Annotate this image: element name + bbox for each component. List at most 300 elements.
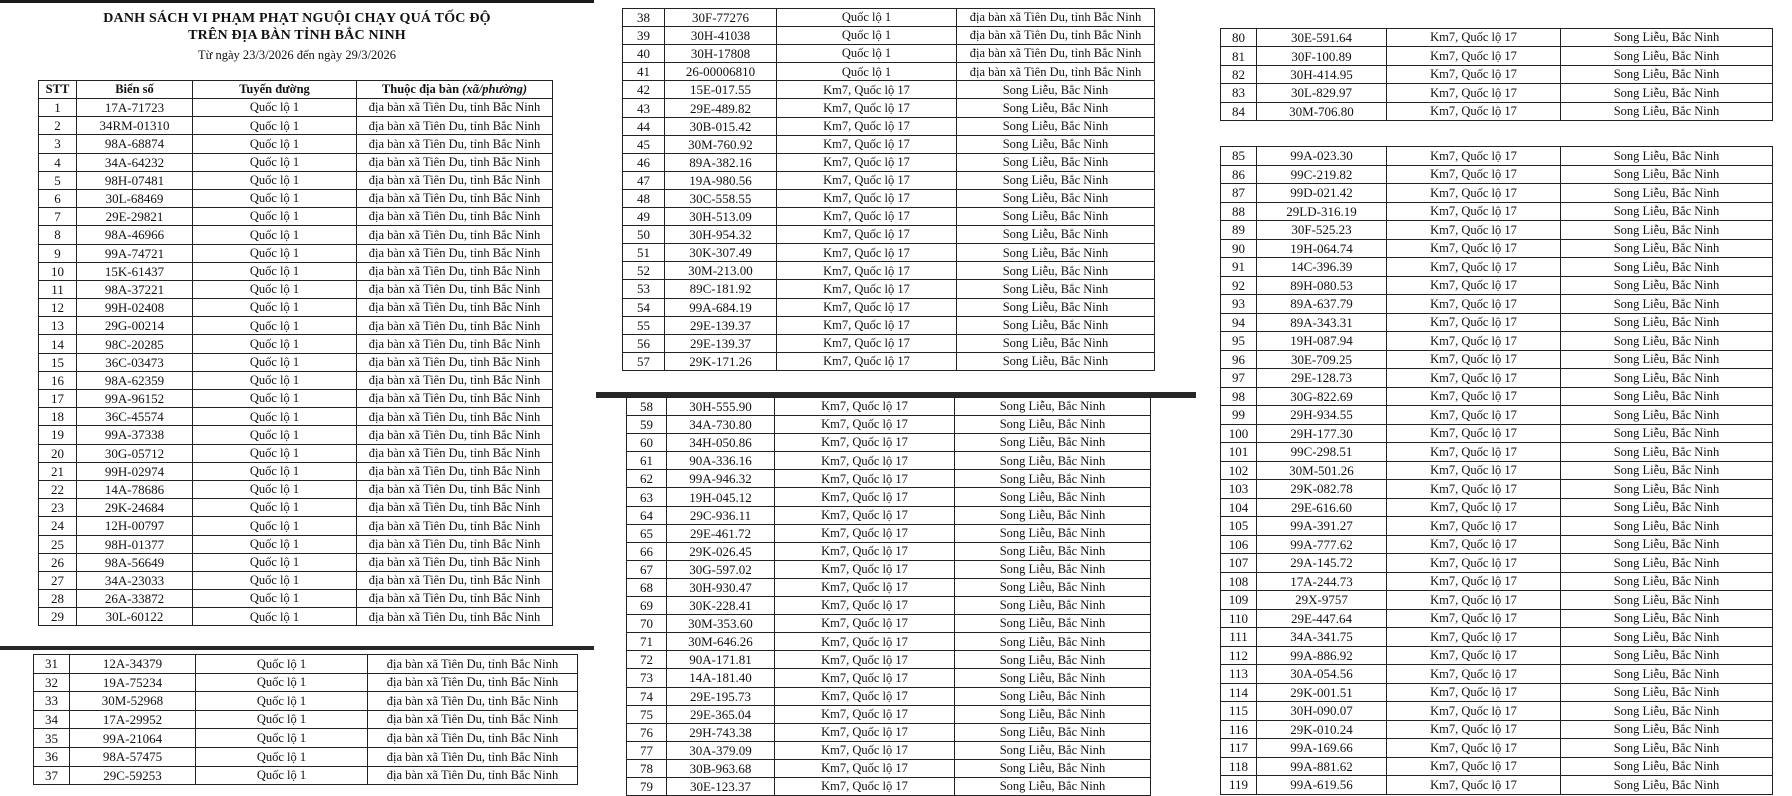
cell-plate: 99A-886.92: [1257, 646, 1387, 665]
cell-stt: 12: [39, 299, 77, 317]
cell-plate: 99C-219.82: [1257, 165, 1387, 184]
cell-route: Km7, Quốc lộ 17: [775, 777, 955, 795]
cell-plate: 89A-637.79: [1257, 295, 1387, 314]
cell-route: Quốc lộ 1: [193, 135, 357, 153]
cell-route: Km7, Quốc lộ 17: [1387, 628, 1561, 647]
cell-area: địa bàn xã Tiên Du, tỉnh Bắc Ninh: [357, 553, 553, 571]
table-row: [1221, 65, 1773, 83]
cell-area: địa bàn xã Tiên Du, tỉnh Bắc Ninh: [368, 655, 578, 674]
cell-route: Km7, Quốc lộ 17: [1387, 165, 1561, 184]
cell-area: Song Liễu, Bắc Ninh: [957, 171, 1155, 189]
cell-stt: 13: [39, 317, 77, 335]
cell-plate: 34A-23033: [77, 571, 193, 589]
violation-table-part-6: [1220, 146, 1773, 795]
cell-area: Song Liễu, Bắc Ninh: [957, 153, 1155, 171]
table-row: [627, 452, 1151, 470]
cell-plate: 29E-128.73: [1257, 369, 1387, 388]
table-row: [34, 655, 578, 674]
table-row: [623, 352, 1155, 370]
cell-plate: 99A-96152: [77, 390, 193, 408]
table-row: [623, 226, 1155, 244]
cell-plate: 99H-02974: [77, 462, 193, 480]
cell-area: địa bàn xã Tiên Du, tỉnh Bắc Ninh: [357, 353, 553, 371]
table-row: [627, 777, 1151, 795]
cell-stt: 38: [623, 9, 665, 27]
table-row: [39, 317, 553, 335]
table-row: [39, 117, 553, 135]
cell-area: Song Liễu, Bắc Ninh: [1561, 480, 1773, 499]
cell-stt: 95: [1221, 332, 1257, 351]
cell-plate: 99A-391.27: [1257, 517, 1387, 536]
cell-area: địa bàn xã Tiên Du, tỉnh Bắc Ninh: [357, 390, 553, 408]
table-row: [623, 334, 1155, 352]
cell-area: địa bàn xã Tiên Du, tỉnh Bắc Ninh: [357, 535, 553, 553]
table-row: [1221, 591, 1773, 610]
cell-area: Song Liễu, Bắc Ninh: [1561, 720, 1773, 739]
cell-route: Quốc lộ 1: [193, 590, 357, 608]
cell-route: Km7, Quốc lộ 17: [775, 615, 955, 633]
table-row: [1221, 443, 1773, 462]
table-row: [627, 398, 1151, 416]
cell-area: Song Liễu, Bắc Ninh: [1561, 424, 1773, 443]
cell-route: Km7, Quốc lộ 17: [777, 153, 957, 171]
cell-stt: 88: [1221, 202, 1257, 221]
header-area: [357, 81, 553, 99]
table-row: [623, 171, 1155, 189]
cell-stt: 28: [39, 590, 77, 608]
date-range: Từ ngày 23/3/2026 đến ngày 29/3/2026: [197, 48, 397, 62]
table-row: [39, 408, 553, 426]
table-row: [1221, 665, 1773, 684]
cell-area: Song Liễu, Bắc Ninh: [1561, 609, 1773, 628]
cell-area: Song Liễu, Bắc Ninh: [1561, 276, 1773, 295]
cell-route: Km7, Quốc lộ 17: [1387, 683, 1561, 702]
cell-area: địa bàn xã Tiên Du, tỉnh Bắc Ninh: [957, 9, 1155, 27]
cell-stt: 80: [1221, 29, 1257, 47]
cell-area: địa bàn xã Tiên Du, tỉnh Bắc Ninh: [957, 63, 1155, 81]
cell-route: Km7, Quốc lộ 17: [775, 578, 955, 596]
cell-route: Km7, Quốc lộ 17: [1387, 350, 1561, 369]
cell-area: Song Liễu, Bắc Ninh: [955, 578, 1151, 596]
table-row: [1221, 646, 1773, 665]
cell-plate: 29H-934.55: [1257, 406, 1387, 425]
table-row: [623, 45, 1155, 63]
cell-plate: 12H-00797: [77, 517, 193, 535]
cell-stt: 45: [623, 135, 665, 153]
cell-plate: 30L-60122: [77, 608, 193, 626]
cell-plate: 99D-021.42: [1257, 184, 1387, 203]
cell-plate: 89A-343.31: [1257, 313, 1387, 332]
cell-plate: 30M-706.80: [1257, 102, 1387, 120]
cell-area: địa bàn xã Tiên Du, tỉnh Bắc Ninh: [357, 171, 553, 189]
table-row: [1221, 147, 1773, 166]
cell-route: Quốc lộ 1: [193, 553, 357, 571]
table-row: [623, 135, 1155, 153]
cell-stt: 56: [623, 334, 665, 352]
cell-area: Song Liễu, Bắc Ninh: [955, 705, 1151, 723]
cell-route: Quốc lộ 1: [193, 335, 357, 353]
cell-stt: 4: [39, 153, 77, 171]
cell-plate: 30H-954.32: [665, 226, 777, 244]
cell-stt: 75: [627, 705, 667, 723]
cell-route: Km7, Quốc lộ 17: [1387, 202, 1561, 221]
table-row: [627, 651, 1151, 669]
cell-route: Quốc lộ 1: [777, 63, 957, 81]
cell-stt: 111: [1221, 628, 1257, 647]
cell-stt: 47: [623, 171, 665, 189]
cell-stt: 70: [627, 615, 667, 633]
cell-stt: 100: [1221, 424, 1257, 443]
cell-plate: 34A-64232: [77, 153, 193, 171]
cell-area: địa bàn xã Tiên Du, tỉnh Bắc Ninh: [357, 299, 553, 317]
cell-area: Song Liễu, Bắc Ninh: [955, 434, 1151, 452]
cell-plate: 29E-461.72: [667, 524, 775, 542]
cell-route: Km7, Quốc lộ 17: [1387, 757, 1561, 776]
cell-stt: 6: [39, 189, 77, 207]
cell-route: Quốc lộ 1: [193, 226, 357, 244]
cell-stt: 14: [39, 335, 77, 353]
cell-stt: 18: [39, 408, 77, 426]
cell-stt: 65: [627, 524, 667, 542]
cell-area: Song Liễu, Bắc Ninh: [955, 759, 1151, 777]
cell-plate: 19H-087.94: [1257, 332, 1387, 351]
cell-plate: 19H-045.12: [667, 488, 775, 506]
violation-table-part-1: [38, 80, 553, 626]
cell-stt: 62: [627, 470, 667, 488]
cell-area: Song Liễu, Bắc Ninh: [955, 398, 1151, 416]
cell-route: Km7, Quốc lộ 17: [1387, 239, 1561, 258]
cell-route: Km7, Quốc lộ 17: [1387, 65, 1561, 83]
cell-area: Song Liễu, Bắc Ninh: [955, 488, 1151, 506]
table-row: [1221, 572, 1773, 591]
cell-plate: 99A-21064: [70, 729, 196, 748]
cell-area: Song Liễu, Bắc Ninh: [1561, 443, 1773, 462]
table-row: [623, 27, 1155, 45]
table-row: [39, 299, 553, 317]
cell-stt: 101: [1221, 443, 1257, 462]
cell-plate: 30E-123.37: [667, 777, 775, 795]
cell-area: địa bàn xã Tiên Du, tỉnh Bắc Ninh: [357, 590, 553, 608]
cell-area: Song Liễu, Bắc Ninh: [955, 723, 1151, 741]
table-row: [1221, 295, 1773, 314]
cell-plate: 29K-171.26: [665, 352, 777, 370]
cell-area: Song Liễu, Bắc Ninh: [1561, 29, 1773, 47]
cell-route: Km7, Quốc lộ 17: [1387, 184, 1561, 203]
table-row: [1221, 609, 1773, 628]
cell-route: Km7, Quốc lộ 17: [777, 334, 957, 352]
cell-plate: 30G-822.69: [1257, 387, 1387, 406]
cell-route: Km7, Quốc lộ 17: [775, 524, 955, 542]
cell-plate: 98A-62359: [77, 371, 193, 389]
cell-plate: 90A-171.81: [667, 651, 775, 669]
table-row: [1221, 47, 1773, 65]
cell-plate: 98A-57475: [70, 747, 196, 766]
cell-plate: 30K-307.49: [665, 244, 777, 262]
table-row: [623, 316, 1155, 334]
table-row: [39, 535, 553, 553]
cell-route: Quốc lộ 1: [193, 462, 357, 480]
cell-area: Song Liễu, Bắc Ninh: [1561, 295, 1773, 314]
cell-route: Quốc lộ 1: [196, 747, 368, 766]
cell-plate: 29E-195.73: [667, 687, 775, 705]
cell-route: Km7, Quốc lộ 17: [1387, 369, 1561, 388]
cell-plate: 30K-228.41: [667, 597, 775, 615]
cell-route: Quốc lộ 1: [193, 299, 357, 317]
cell-stt: 9: [39, 244, 77, 262]
cell-plate: 14A-78686: [77, 480, 193, 498]
cell-area: địa bàn xã Tiên Du, tỉnh Bắc Ninh: [368, 747, 578, 766]
violation-table-part-4: [626, 397, 1151, 796]
cell-plate: 30H-930.47: [667, 578, 775, 596]
table-row: [34, 673, 578, 692]
cell-area: Song Liễu, Bắc Ninh: [1561, 591, 1773, 610]
cell-route: Km7, Quốc lộ 17: [1387, 591, 1561, 610]
cell-route: Km7, Quốc lộ 17: [775, 669, 955, 687]
cell-stt: 102: [1221, 461, 1257, 480]
cell-area: Song Liễu, Bắc Ninh: [1561, 258, 1773, 277]
cell-area: địa bàn xã Tiên Du, tỉnh Bắc Ninh: [357, 499, 553, 517]
violation-table-part-3: [622, 8, 1155, 371]
cell-route: Km7, Quốc lộ 17: [1387, 572, 1561, 591]
cell-route: Km7, Quốc lộ 17: [775, 597, 955, 615]
cell-plate: 99A-169.66: [1257, 739, 1387, 758]
table-row: [1221, 406, 1773, 425]
cell-stt: 19: [39, 426, 77, 444]
cell-plate: 29E-447.64: [1257, 609, 1387, 628]
cell-stt: 48: [623, 189, 665, 207]
cell-plate: 99C-298.51: [1257, 443, 1387, 462]
cell-route: Km7, Quốc lộ 17: [1387, 332, 1561, 351]
cell-route: Quốc lộ 1: [777, 45, 957, 63]
cell-area: địa bàn xã Tiên Du, tỉnh Bắc Ninh: [357, 371, 553, 389]
cell-area: Song Liễu, Bắc Ninh: [957, 298, 1155, 316]
cell-area: Song Liễu, Bắc Ninh: [1561, 65, 1773, 83]
cell-stt: 52: [623, 262, 665, 280]
cell-stt: 64: [627, 506, 667, 524]
table-row: [39, 208, 553, 226]
cell-plate: 30F-100.89: [1257, 47, 1387, 65]
cell-route: Km7, Quốc lộ 17: [1387, 443, 1561, 462]
cell-route: Quốc lộ 1: [193, 517, 357, 535]
cell-plate: 89H-080.53: [1257, 276, 1387, 295]
cell-stt: 115: [1221, 702, 1257, 721]
cell-plate: 19A-75234: [70, 673, 196, 692]
cell-area: Song Liễu, Bắc Ninh: [955, 615, 1151, 633]
cell-area: Song Liễu, Bắc Ninh: [957, 189, 1155, 207]
table-row: [39, 335, 553, 353]
cell-area: Song Liễu, Bắc Ninh: [957, 334, 1155, 352]
document-heading: [0, 10, 594, 63]
cell-stt: 7: [39, 208, 77, 226]
cell-stt: 109: [1221, 591, 1257, 610]
cell-route: Km7, Quốc lộ 17: [1387, 480, 1561, 499]
cell-plate: 30E-591.64: [1257, 29, 1387, 47]
table-row: [627, 597, 1151, 615]
cell-route: Quốc lộ 1: [193, 408, 357, 426]
cell-route: Km7, Quốc lộ 17: [1387, 720, 1561, 739]
cell-stt: 71: [627, 633, 667, 651]
cell-area: địa bàn xã Tiên Du, tỉnh Bắc Ninh: [357, 444, 553, 462]
cell-stt: 81: [1221, 47, 1257, 65]
cell-stt: 93: [1221, 295, 1257, 314]
table-row: [39, 244, 553, 262]
cell-plate: 36C-03473: [77, 353, 193, 371]
cell-area: địa bàn xã Tiên Du, tỉnh Bắc Ninh: [357, 208, 553, 226]
cell-stt: 97: [1221, 369, 1257, 388]
cell-stt: 83: [1221, 84, 1257, 102]
fragment-rows-80-84: [1202, 0, 1792, 130]
cell-plate: 29K-24684: [77, 499, 193, 517]
cell-route: Km7, Quốc lộ 17: [1387, 29, 1561, 47]
table-row: [623, 9, 1155, 27]
cell-route: Km7, Quốc lộ 17: [1387, 702, 1561, 721]
cell-plate: 30H-17808: [665, 45, 777, 63]
cell-route: Km7, Quốc lộ 17: [775, 434, 955, 452]
cell-stt: 27: [39, 571, 77, 589]
table-row: [1221, 350, 1773, 369]
cell-stt: 69: [627, 597, 667, 615]
cell-area: Song Liễu, Bắc Ninh: [1561, 406, 1773, 425]
table-row: [1221, 683, 1773, 702]
cell-plate: 29C-936.11: [667, 506, 775, 524]
cell-area: Song Liễu, Bắc Ninh: [1561, 628, 1773, 647]
table-row: [1221, 84, 1773, 102]
cell-route: Km7, Quốc lộ 17: [775, 542, 955, 560]
table-row: [1221, 554, 1773, 573]
cell-plate: 34A-730.80: [667, 416, 775, 434]
header-plate: Biển số: [77, 81, 193, 99]
cell-route: Quốc lộ 1: [193, 99, 357, 117]
table-row: [1221, 480, 1773, 499]
cell-route: Km7, Quốc lộ 17: [775, 506, 955, 524]
cell-area: Song Liễu, Bắc Ninh: [1561, 184, 1773, 203]
cell-area: địa bàn xã Tiên Du, tỉnh Bắc Ninh: [368, 766, 578, 785]
cell-stt: 33: [34, 692, 70, 711]
cell-plate: 98A-56649: [77, 553, 193, 571]
cell-route: Quốc lộ 1: [193, 117, 357, 135]
cell-route: Km7, Quốc lộ 17: [777, 280, 957, 298]
cell-stt: 76: [627, 723, 667, 741]
fragment-rows-31-37: [0, 646, 594, 796]
cell-route: Quốc lộ 1: [196, 766, 368, 785]
cell-route: Km7, Quốc lộ 17: [1387, 776, 1561, 795]
cell-route: Km7, Quốc lộ 17: [775, 687, 955, 705]
cell-stt: 89: [1221, 221, 1257, 240]
table-row: [627, 542, 1151, 560]
cell-stt: 41: [623, 63, 665, 81]
cell-route: Km7, Quốc lộ 17: [1387, 276, 1561, 295]
cell-area: Song Liễu, Bắc Ninh: [1561, 165, 1773, 184]
cell-route: Quốc lộ 1: [193, 480, 357, 498]
cell-stt: 11: [39, 280, 77, 298]
cell-area: Song Liễu, Bắc Ninh: [1561, 498, 1773, 517]
cell-stt: 90: [1221, 239, 1257, 258]
cell-stt: 25: [39, 535, 77, 553]
table-row: [623, 298, 1155, 316]
cell-plate: 29K-001.51: [1257, 683, 1387, 702]
table-row: [627, 524, 1151, 542]
table-row: [1221, 29, 1773, 47]
cell-area: Song Liễu, Bắc Ninh: [1561, 313, 1773, 332]
cell-area: địa bàn xã Tiên Du, tỉnh Bắc Ninh: [368, 710, 578, 729]
cell-area: Song Liễu, Bắc Ninh: [1561, 535, 1773, 554]
cell-area: địa bàn xã Tiên Du, tỉnh Bắc Ninh: [357, 480, 553, 498]
cell-stt: 85: [1221, 147, 1257, 166]
cell-stt: 112: [1221, 646, 1257, 665]
cell-area: địa bàn xã Tiên Du, tỉnh Bắc Ninh: [357, 517, 553, 535]
cell-area: Song Liễu, Bắc Ninh: [955, 542, 1151, 560]
cell-route: Quốc lộ 1: [193, 280, 357, 298]
cell-plate: 30L-829.97: [1257, 84, 1387, 102]
table-row: [39, 171, 553, 189]
cell-stt: 87: [1221, 184, 1257, 203]
cell-area: Song Liễu, Bắc Ninh: [955, 741, 1151, 759]
cell-stt: 96: [1221, 350, 1257, 369]
cell-route: Km7, Quốc lộ 17: [775, 651, 955, 669]
document-title: DANH SÁCH VI PHẠM PHẠT NGUỘI CHẠY QUÁ TỐC ĐỘ: [103, 11, 491, 26]
table-row: [1221, 332, 1773, 351]
fragment-rows-38-57: [596, 0, 1190, 378]
violation-table-part-5: [1220, 28, 1773, 121]
cell-area: Song Liễu, Bắc Ninh: [1561, 683, 1773, 702]
cell-route: Km7, Quốc lộ 17: [775, 759, 955, 777]
cell-area: Song Liễu, Bắc Ninh: [1561, 102, 1773, 120]
cell-plate: 30M-760.92: [665, 135, 777, 153]
cell-area: Song Liễu, Bắc Ninh: [955, 416, 1151, 434]
cell-stt: 68: [627, 578, 667, 596]
cell-plate: 29E-616.60: [1257, 498, 1387, 517]
cell-area: Song Liễu, Bắc Ninh: [955, 597, 1151, 615]
cell-area: địa bàn xã Tiên Du, tỉnh Bắc Ninh: [368, 692, 578, 711]
cell-plate: 15K-61437: [77, 262, 193, 280]
cell-plate: 99A-619.56: [1257, 776, 1387, 795]
header-area-note: (xã/phường): [462, 82, 528, 97]
cell-stt: 104: [1221, 498, 1257, 517]
table-row: [1221, 535, 1773, 554]
table-row: [39, 571, 553, 589]
cell-area: Song Liễu, Bắc Ninh: [1561, 84, 1773, 102]
table-row: [39, 462, 553, 480]
cell-stt: 92: [1221, 276, 1257, 295]
cell-stt: 10: [39, 262, 77, 280]
table-row: [627, 488, 1151, 506]
cell-plate: 29E-29821: [77, 208, 193, 226]
table-row: [623, 117, 1155, 135]
table-row: [623, 81, 1155, 99]
cell-stt: 40: [623, 45, 665, 63]
cell-plate: 14C-396.39: [1257, 258, 1387, 277]
cell-stt: 24: [39, 517, 77, 535]
table-row: [1221, 517, 1773, 536]
table-row: [623, 262, 1155, 280]
cell-route: Quốc lộ 1: [193, 444, 357, 462]
cell-area: địa bàn xã Tiên Du, tỉnh Bắc Ninh: [357, 335, 553, 353]
cell-area: Song Liễu, Bắc Ninh: [1561, 517, 1773, 536]
cell-route: Quốc lộ 1: [193, 353, 357, 371]
cell-route: Km7, Quốc lộ 17: [1387, 517, 1561, 536]
table-row: [627, 633, 1151, 651]
cell-plate: 29H-743.38: [667, 723, 775, 741]
table-row: [1221, 221, 1773, 240]
cell-area: Song Liễu, Bắc Ninh: [1561, 202, 1773, 221]
cell-route: Km7, Quốc lộ 17: [775, 452, 955, 470]
cell-stt: 16: [39, 371, 77, 389]
cell-route: Km7, Quốc lộ 17: [775, 705, 955, 723]
cell-route: Quốc lộ 1: [196, 655, 368, 674]
cell-stt: 61: [627, 452, 667, 470]
cell-area: Song Liễu, Bắc Ninh: [1561, 572, 1773, 591]
cell-area: địa bàn xã Tiên Du, tỉnh Bắc Ninh: [957, 27, 1155, 45]
